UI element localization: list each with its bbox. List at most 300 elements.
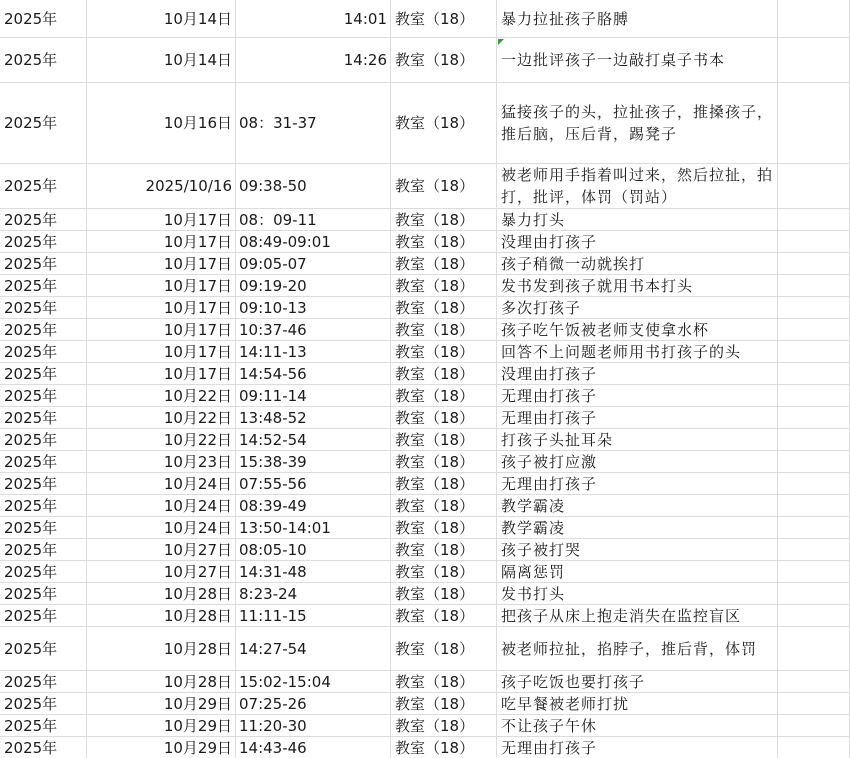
time-cell[interactable] bbox=[236, 429, 391, 450]
location-cell-text: 教室（18） bbox=[395, 474, 475, 493]
date-cell[interactable] bbox=[87, 164, 236, 208]
date-cell[interactable] bbox=[87, 319, 236, 340]
time-cell[interactable] bbox=[236, 0, 391, 37]
date-cell-text: 10月29日 bbox=[163, 738, 232, 757]
time-cell[interactable] bbox=[236, 297, 391, 318]
time-cell-text: 07:25-26 bbox=[239, 694, 307, 713]
table-row bbox=[0, 319, 850, 341]
date-cell-text: 10月28日 bbox=[163, 639, 232, 658]
location-cell[interactable] bbox=[391, 517, 497, 538]
location-cell-text: 教室（18） bbox=[395, 584, 475, 603]
date-cell-text: 10月24日 bbox=[163, 518, 232, 537]
event-cell-text: 猛接孩子的头，拉扯孩子，推搡孩子，推后脑，压后背，踢凳子 bbox=[501, 103, 774, 143]
year-cell-text: 2025年 bbox=[4, 342, 58, 361]
location-cell[interactable] bbox=[391, 363, 497, 384]
empty-cell[interactable] bbox=[778, 385, 850, 406]
location-cell-text: 教室（18） bbox=[395, 210, 475, 229]
time-cell-text: 14:31-48 bbox=[239, 562, 307, 581]
time-cell[interactable] bbox=[236, 583, 391, 604]
location-cell-text: 教室（18） bbox=[395, 276, 475, 295]
date-cell-text: 10月29日 bbox=[163, 694, 232, 713]
time-cell-text: 14:27-54 bbox=[239, 639, 307, 658]
cell-comment-marker-icon bbox=[498, 39, 504, 45]
location-cell-text: 教室（18） bbox=[395, 716, 475, 735]
location-cell-text: 教室（18） bbox=[395, 364, 475, 383]
location-cell[interactable] bbox=[391, 253, 497, 274]
year-cell-text: 2025年 bbox=[4, 232, 58, 251]
empty-cell[interactable] bbox=[778, 38, 850, 82]
time-cell[interactable] bbox=[236, 605, 391, 626]
date-cell-text: 10月17日 bbox=[163, 232, 232, 251]
date-cell[interactable] bbox=[87, 0, 236, 37]
location-cell-text: 教室（18） bbox=[395, 342, 475, 361]
location-cell[interactable] bbox=[391, 319, 497, 340]
date-cell-text: 10月22日 bbox=[163, 430, 232, 449]
date-cell[interactable] bbox=[87, 715, 236, 736]
location-cell[interactable] bbox=[391, 539, 497, 560]
table-row bbox=[0, 473, 850, 495]
time-cell-text: 13:48-52 bbox=[239, 408, 307, 427]
time-cell[interactable] bbox=[236, 253, 391, 274]
time-cell[interactable] bbox=[236, 451, 391, 472]
empty-cell[interactable] bbox=[778, 517, 850, 538]
table-row bbox=[0, 341, 850, 363]
location-cell[interactable] bbox=[391, 297, 497, 318]
year-cell-text: 2025年 bbox=[4, 738, 58, 757]
event-cell[interactable] bbox=[497, 231, 778, 252]
empty-cell[interactable] bbox=[778, 429, 850, 450]
date-cell[interactable] bbox=[87, 451, 236, 472]
year-cell[interactable] bbox=[0, 319, 87, 340]
event-cell[interactable] bbox=[497, 341, 778, 362]
table-row bbox=[0, 164, 850, 209]
date-cell[interactable] bbox=[87, 627, 236, 670]
date-cell[interactable] bbox=[87, 561, 236, 582]
time-cell[interactable] bbox=[236, 693, 391, 714]
empty-cell[interactable] bbox=[778, 473, 850, 494]
year-cell[interactable] bbox=[0, 495, 87, 516]
date-cell-text: 10月24日 bbox=[163, 474, 232, 493]
location-cell-text: 教室（18） bbox=[395, 254, 475, 273]
table-row bbox=[0, 275, 850, 297]
empty-cell[interactable] bbox=[778, 0, 850, 37]
table-row bbox=[0, 407, 850, 429]
year-cell-text: 2025年 bbox=[4, 584, 58, 603]
location-cell-text: 教室（18） bbox=[395, 114, 475, 132]
date-cell-text: 10月27日 bbox=[163, 562, 232, 581]
event-cell-text: 不让孩子午休 bbox=[501, 716, 598, 735]
date-cell[interactable] bbox=[87, 407, 236, 428]
location-cell-text: 教室（18） bbox=[395, 639, 475, 658]
date-cell[interactable] bbox=[87, 341, 236, 362]
location-cell-text: 教室（18） bbox=[395, 320, 475, 339]
year-cell[interactable] bbox=[0, 231, 87, 252]
time-cell[interactable] bbox=[236, 38, 391, 82]
event-cell-text: 回答不上问题老师用书打孩子的头 bbox=[501, 342, 742, 361]
location-cell[interactable] bbox=[391, 231, 497, 252]
year-cell[interactable] bbox=[0, 671, 87, 692]
time-cell-text: 09:11-14 bbox=[239, 386, 307, 405]
year-cell-text: 2025年 bbox=[4, 672, 58, 691]
location-cell-text: 教室（18） bbox=[395, 738, 475, 757]
location-cell[interactable] bbox=[391, 583, 497, 604]
location-cell[interactable] bbox=[391, 38, 497, 82]
location-cell-text: 教室（18） bbox=[395, 518, 475, 537]
location-cell-text: 教室（18） bbox=[395, 562, 475, 581]
location-cell[interactable] bbox=[391, 715, 497, 736]
location-cell[interactable] bbox=[391, 407, 497, 428]
event-cell-text: 被老师拉扯，掐脖子，推后背，体罚 bbox=[501, 639, 758, 658]
year-cell-text: 2025年 bbox=[4, 496, 58, 515]
year-cell[interactable] bbox=[0, 561, 87, 582]
location-cell[interactable] bbox=[391, 561, 497, 582]
location-cell[interactable] bbox=[391, 737, 497, 758]
table-row bbox=[0, 517, 850, 539]
time-cell-text: 08：31-37 bbox=[239, 114, 317, 132]
date-cell-text: 10月17日 bbox=[163, 320, 232, 339]
empty-cell[interactable] bbox=[778, 363, 850, 384]
table-row bbox=[0, 0, 850, 38]
date-cell[interactable] bbox=[87, 83, 236, 163]
year-cell[interactable] bbox=[0, 297, 87, 318]
empty-cell[interactable] bbox=[778, 627, 850, 670]
date-cell[interactable] bbox=[87, 583, 236, 604]
empty-cell[interactable] bbox=[778, 319, 850, 340]
time-cell[interactable] bbox=[236, 231, 391, 252]
date-cell[interactable] bbox=[87, 253, 236, 274]
event-cell-text: 打孩子头扯耳朵 bbox=[501, 430, 614, 449]
date-cell-text: 2025/10/16 bbox=[145, 177, 232, 195]
event-cell-text: 多次打孩子 bbox=[501, 298, 582, 317]
time-cell[interactable] bbox=[236, 561, 391, 582]
location-cell-text: 教室（18） bbox=[395, 9, 475, 28]
date-cell[interactable] bbox=[87, 737, 236, 758]
date-cell-text: 10月17日 bbox=[163, 254, 232, 273]
empty-cell[interactable] bbox=[778, 583, 850, 604]
empty-cell[interactable] bbox=[778, 693, 850, 714]
location-cell[interactable] bbox=[391, 83, 497, 163]
date-cell-text: 10月24日 bbox=[163, 496, 232, 515]
year-cell[interactable] bbox=[0, 38, 87, 82]
time-cell[interactable] bbox=[236, 385, 391, 406]
time-cell-text: 13:50-14:01 bbox=[239, 518, 331, 537]
event-cell[interactable] bbox=[497, 693, 778, 714]
event-cell[interactable] bbox=[497, 627, 778, 670]
event-cell[interactable] bbox=[497, 561, 778, 582]
time-cell-text: 14:52-54 bbox=[239, 430, 307, 449]
table-row bbox=[0, 605, 850, 627]
date-cell-text: 10月14日 bbox=[163, 51, 232, 69]
empty-cell[interactable] bbox=[778, 715, 850, 736]
year-cell-text: 2025年 bbox=[4, 386, 58, 405]
year-cell[interactable] bbox=[0, 253, 87, 274]
year-cell[interactable] bbox=[0, 385, 87, 406]
location-cell[interactable] bbox=[391, 495, 497, 516]
event-cell[interactable] bbox=[497, 164, 778, 208]
location-cell-text: 教室（18） bbox=[395, 540, 475, 559]
location-cell[interactable] bbox=[391, 385, 497, 406]
year-cell[interactable] bbox=[0, 0, 87, 37]
time-cell[interactable] bbox=[236, 737, 391, 758]
year-cell[interactable] bbox=[0, 583, 87, 604]
time-cell[interactable] bbox=[236, 539, 391, 560]
event-cell[interactable] bbox=[497, 363, 778, 384]
table-row bbox=[0, 231, 850, 253]
year-cell-text: 2025年 bbox=[4, 540, 58, 559]
date-cell-text: 10月17日 bbox=[163, 298, 232, 317]
event-cell[interactable] bbox=[497, 715, 778, 736]
year-cell[interactable] bbox=[0, 693, 87, 714]
time-cell[interactable] bbox=[236, 275, 391, 296]
location-cell-text: 教室（18） bbox=[395, 430, 475, 449]
time-cell-text: 08:49-09:01 bbox=[239, 232, 331, 251]
event-cell[interactable] bbox=[497, 297, 778, 318]
time-cell-text: 14:54-56 bbox=[239, 364, 307, 383]
table-row bbox=[0, 737, 850, 758]
year-cell-text: 2025年 bbox=[4, 51, 58, 69]
time-cell-text: 09:05-07 bbox=[239, 254, 307, 273]
time-cell-text: 10:37-46 bbox=[239, 320, 307, 339]
event-cell-text: 隔离惩罚 bbox=[501, 562, 566, 581]
event-cell-text: 孩子吃饭也要打孩子 bbox=[501, 672, 646, 691]
event-cell-text: 发书打头 bbox=[501, 584, 566, 603]
event-cell[interactable] bbox=[497, 83, 778, 163]
location-cell-text: 教室（18） bbox=[395, 298, 475, 317]
time-cell[interactable] bbox=[236, 627, 391, 670]
year-cell[interactable] bbox=[0, 627, 87, 670]
empty-cell[interactable] bbox=[778, 737, 850, 758]
year-cell[interactable] bbox=[0, 275, 87, 296]
date-cell[interactable] bbox=[87, 231, 236, 252]
time-cell[interactable] bbox=[236, 715, 391, 736]
year-cell[interactable] bbox=[0, 164, 87, 208]
empty-cell[interactable] bbox=[778, 671, 850, 692]
table-row bbox=[0, 671, 850, 693]
event-cell-text: 暴力拉扯孩子胳膊 bbox=[501, 9, 630, 28]
table-row bbox=[0, 693, 850, 715]
date-cell[interactable] bbox=[87, 495, 236, 516]
event-cell[interactable] bbox=[497, 385, 778, 406]
date-cell[interactable] bbox=[87, 539, 236, 560]
location-cell[interactable] bbox=[391, 0, 497, 37]
time-cell[interactable] bbox=[236, 671, 391, 692]
table-row bbox=[0, 83, 850, 164]
time-cell-text: 11:11-15 bbox=[239, 606, 307, 625]
year-cell[interactable] bbox=[0, 83, 87, 163]
date-cell[interactable] bbox=[87, 275, 236, 296]
date-cell-text: 10月16日 bbox=[163, 114, 232, 132]
empty-cell[interactable] bbox=[778, 495, 850, 516]
year-cell[interactable] bbox=[0, 605, 87, 626]
date-cell[interactable] bbox=[87, 297, 236, 318]
empty-cell[interactable] bbox=[778, 297, 850, 318]
event-cell-text: 孩子被打哭 bbox=[501, 540, 582, 559]
time-cell-text: 14:26 bbox=[343, 51, 387, 69]
table-row bbox=[0, 253, 850, 275]
time-cell-text: 08:05-10 bbox=[239, 540, 307, 559]
time-cell-text: 14:11-13 bbox=[239, 342, 307, 361]
time-cell-text: 09:19-20 bbox=[239, 276, 307, 295]
table-row bbox=[0, 209, 850, 231]
date-cell[interactable] bbox=[87, 209, 236, 230]
time-cell-text: 15:02-15:04 bbox=[239, 672, 331, 691]
year-cell-text: 2025年 bbox=[4, 320, 58, 339]
date-cell-text: 10月17日 bbox=[163, 364, 232, 383]
time-cell[interactable] bbox=[236, 83, 391, 163]
event-cell[interactable] bbox=[497, 583, 778, 604]
location-cell-text: 教室（18） bbox=[395, 51, 475, 69]
table-row bbox=[0, 495, 850, 517]
empty-cell[interactable] bbox=[778, 605, 850, 626]
event-cell-text: 吃早餐被老师打扰 bbox=[501, 694, 630, 713]
empty-cell[interactable] bbox=[778, 231, 850, 252]
empty-cell[interactable] bbox=[778, 164, 850, 208]
time-cell-text: 09:38-50 bbox=[239, 177, 307, 195]
time-cell[interactable] bbox=[236, 473, 391, 494]
empty-cell[interactable] bbox=[778, 341, 850, 362]
year-cell[interactable] bbox=[0, 363, 87, 384]
event-cell-text: 无理由打孩子 bbox=[501, 738, 598, 757]
year-cell-text: 2025年 bbox=[4, 430, 58, 449]
location-cell-text: 教室（18） bbox=[395, 672, 475, 691]
location-cell[interactable] bbox=[391, 164, 497, 208]
location-cell[interactable] bbox=[391, 671, 497, 692]
event-cell-text: 无理由打孩子 bbox=[501, 408, 598, 427]
date-cell[interactable] bbox=[87, 693, 236, 714]
date-cell[interactable] bbox=[87, 473, 236, 494]
time-cell-text: 11:20-30 bbox=[239, 716, 307, 735]
date-cell-text: 10月28日 bbox=[163, 584, 232, 603]
event-cell-text: 无理由打孩子 bbox=[501, 386, 598, 405]
year-cell-text: 2025年 bbox=[4, 518, 58, 537]
time-cell-text: 14:43-46 bbox=[239, 738, 307, 757]
event-cell[interactable] bbox=[497, 275, 778, 296]
empty-cell[interactable] bbox=[778, 275, 850, 296]
event-cell[interactable] bbox=[497, 38, 778, 82]
event-cell[interactable] bbox=[497, 319, 778, 340]
year-cell[interactable] bbox=[0, 451, 87, 472]
event-cell[interactable] bbox=[497, 605, 778, 626]
event-cell[interactable] bbox=[497, 517, 778, 538]
year-cell[interactable] bbox=[0, 517, 87, 538]
location-cell[interactable] bbox=[391, 341, 497, 362]
date-cell-text: 10月17日 bbox=[163, 342, 232, 361]
event-cell[interactable] bbox=[497, 737, 778, 758]
year-cell-text: 2025年 bbox=[4, 562, 58, 581]
table-row bbox=[0, 583, 850, 605]
location-cell[interactable] bbox=[391, 275, 497, 296]
time-cell[interactable] bbox=[236, 164, 391, 208]
event-cell-text: 一边批评孩子一边敲打桌子书本 bbox=[501, 51, 726, 69]
time-cell[interactable] bbox=[236, 495, 391, 516]
event-cell[interactable] bbox=[497, 539, 778, 560]
year-cell[interactable] bbox=[0, 407, 87, 428]
time-cell[interactable] bbox=[236, 319, 391, 340]
time-cell[interactable] bbox=[236, 341, 391, 362]
location-cell[interactable] bbox=[391, 605, 497, 626]
empty-cell[interactable] bbox=[778, 209, 850, 230]
event-cell[interactable] bbox=[497, 671, 778, 692]
date-cell[interactable] bbox=[87, 363, 236, 384]
year-cell[interactable] bbox=[0, 539, 87, 560]
event-cell[interactable] bbox=[497, 473, 778, 494]
event-cell-text: 暴力打头 bbox=[501, 210, 566, 229]
table-row bbox=[0, 38, 850, 83]
date-cell[interactable] bbox=[87, 605, 236, 626]
date-cell[interactable] bbox=[87, 517, 236, 538]
time-cell[interactable] bbox=[236, 209, 391, 230]
table-row bbox=[0, 385, 850, 407]
year-cell-text: 2025年 bbox=[4, 639, 58, 658]
location-cell-text: 教室（18） bbox=[395, 694, 475, 713]
time-cell-text: 08:39-49 bbox=[239, 496, 307, 515]
empty-cell[interactable] bbox=[778, 253, 850, 274]
year-cell[interactable] bbox=[0, 737, 87, 758]
time-cell[interactable] bbox=[236, 363, 391, 384]
location-cell[interactable] bbox=[391, 451, 497, 472]
empty-cell[interactable] bbox=[778, 407, 850, 428]
empty-cell[interactable] bbox=[778, 451, 850, 472]
date-cell[interactable] bbox=[87, 385, 236, 406]
location-cell-text: 教室（18） bbox=[395, 408, 475, 427]
event-cell[interactable] bbox=[497, 451, 778, 472]
location-cell[interactable] bbox=[391, 693, 497, 714]
date-cell-text: 10月27日 bbox=[163, 540, 232, 559]
empty-cell[interactable] bbox=[778, 83, 850, 163]
year-cell[interactable] bbox=[0, 429, 87, 450]
table-row bbox=[0, 451, 850, 473]
year-cell-text: 2025年 bbox=[4, 408, 58, 427]
table-row bbox=[0, 561, 850, 583]
year-cell-text: 2025年 bbox=[4, 254, 58, 273]
time-cell-text: 15:38-39 bbox=[239, 452, 307, 471]
event-cell[interactable] bbox=[497, 429, 778, 450]
location-cell[interactable] bbox=[391, 627, 497, 670]
event-cell[interactable] bbox=[497, 253, 778, 274]
empty-cell[interactable] bbox=[778, 539, 850, 560]
location-cell[interactable] bbox=[391, 209, 497, 230]
time-cell-text: 08：09-11 bbox=[239, 210, 317, 229]
year-cell[interactable] bbox=[0, 341, 87, 362]
year-cell[interactable] bbox=[0, 715, 87, 736]
date-cell[interactable] bbox=[87, 429, 236, 450]
time-cell-text: 8:23-24 bbox=[239, 584, 298, 603]
table-row bbox=[0, 539, 850, 561]
event-cell[interactable] bbox=[497, 495, 778, 516]
location-cell[interactable] bbox=[391, 429, 497, 450]
event-cell-text: 发书发到孩子就用书本打头 bbox=[501, 276, 694, 295]
event-cell[interactable] bbox=[497, 407, 778, 428]
year-cell[interactable] bbox=[0, 473, 87, 494]
time-cell[interactable] bbox=[236, 517, 391, 538]
event-cell-text: 没理由打孩子 bbox=[501, 232, 598, 251]
table-row bbox=[0, 429, 850, 451]
event-cell[interactable] bbox=[497, 0, 778, 37]
time-cell-text: 14:01 bbox=[343, 9, 387, 28]
event-cell-text: 无理由打孩子 bbox=[501, 474, 598, 493]
location-cell[interactable] bbox=[391, 473, 497, 494]
time-cell-text: 09:10-13 bbox=[239, 298, 307, 317]
date-cell[interactable] bbox=[87, 671, 236, 692]
year-cell[interactable] bbox=[0, 209, 87, 230]
event-cell[interactable] bbox=[497, 209, 778, 230]
time-cell[interactable] bbox=[236, 407, 391, 428]
date-cell-text: 10月17日 bbox=[163, 210, 232, 229]
table-row bbox=[0, 715, 850, 737]
empty-cell[interactable] bbox=[778, 561, 850, 582]
date-cell[interactable] bbox=[87, 38, 236, 82]
date-cell-text: 10月23日 bbox=[163, 452, 232, 471]
